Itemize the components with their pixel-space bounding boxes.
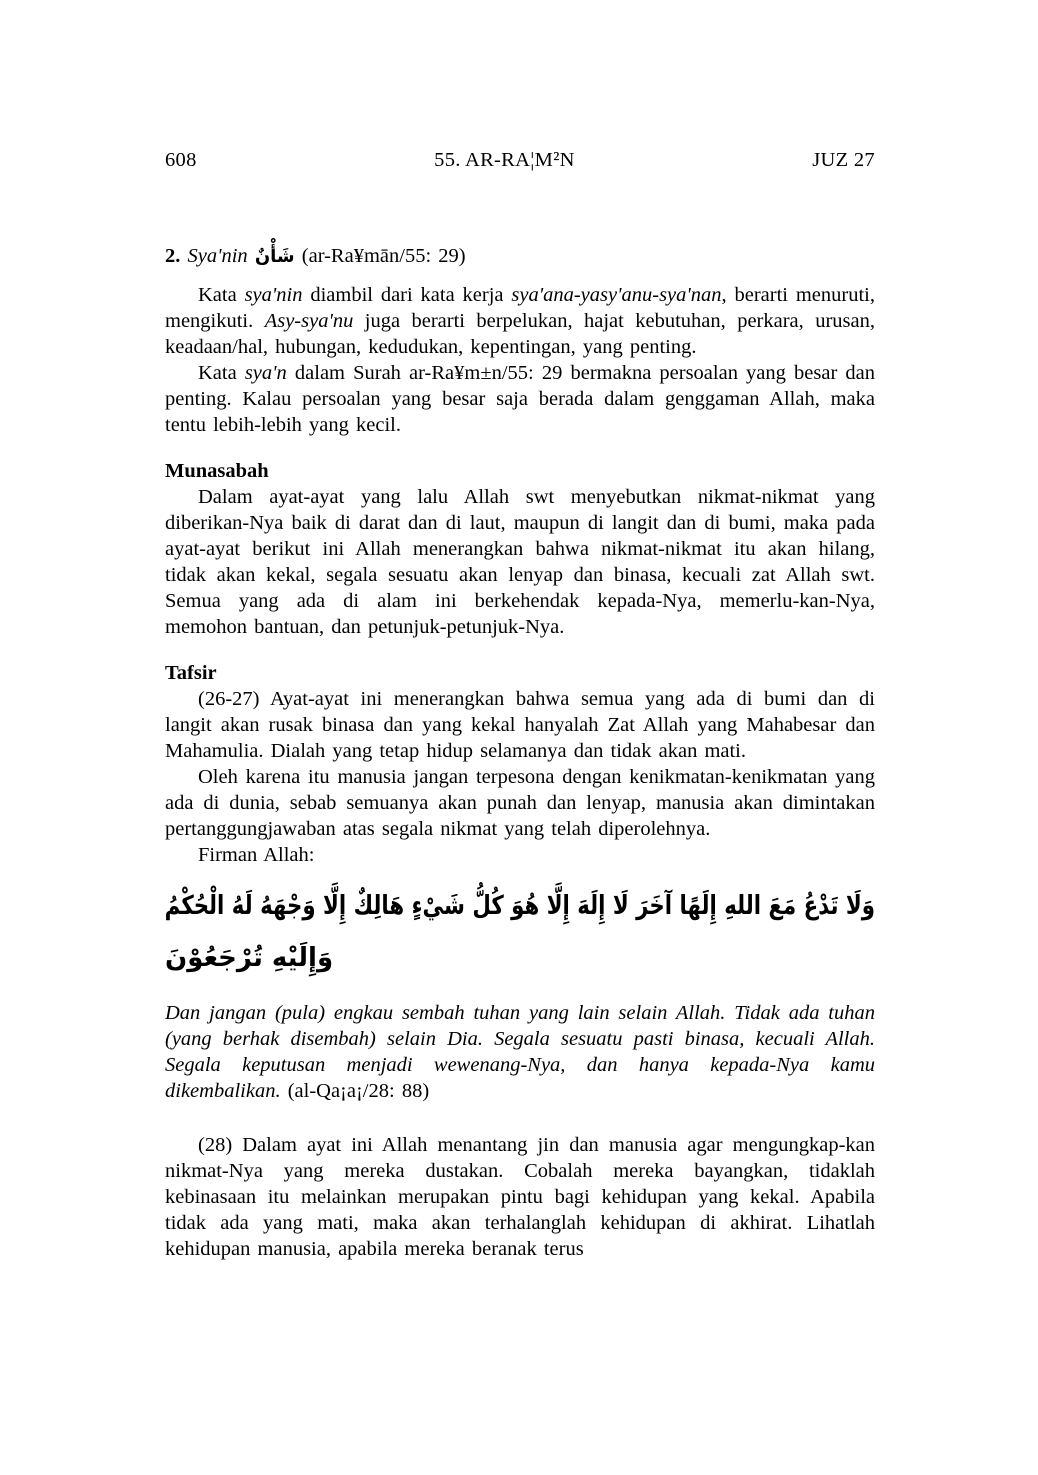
paragraph-kata-syanin [165, 282, 875, 360]
subheading-tafsir [165, 660, 875, 686]
page-header [165, 147, 875, 173]
arabic-verse-line: وَإِلَيْهِ تُرْجَعُوْنَ [165, 943, 334, 973]
text-segment: 2. [165, 245, 188, 267]
text-segment: juga berarti berpelukan, hajat kebutuhan, perkara, urusan, keadaan/hal, hubungan, kedudukan, kepentingan, yang penting. [165, 310, 875, 358]
paragraph-munasabah [165, 484, 875, 640]
text-segment: Tafsir [165, 662, 217, 684]
text-segment: Firman Allah: [198, 844, 315, 866]
text-segment: Asy-sya'nu [264, 310, 354, 332]
text-segment: (ar-Ra¥mān/55: 29) [294, 245, 466, 267]
text-segment: (28) Dalam ayat ini Allah menantang jin dan manusia agar mengungkap-kan nikmat-Nya yang mereka dustakan. Cobalah mereka bayangkan, tidaklah kebinasaan itu melainkan merupakan pintu bagi kehidupan yang kekal. Apabila tidak ada yang mati, maka akan terhalanglah kehidupan di akhirat. Lihatlah kehidupan manusia, apabila mereka beranak terus [165, 1134, 875, 1260]
page-number: 608 [165, 149, 197, 171]
text-segment: , berarti menuruti, mengikuti. [165, 284, 875, 332]
paragraph-tafsir-26-27 [165, 686, 875, 764]
text-segment: sya'n [244, 362, 287, 384]
paragraph-kata-syan [165, 360, 875, 438]
inline-arabic-word: شَأْنٌ [254, 246, 295, 267]
paragraph-oleh-karena [165, 764, 875, 842]
text-segment: Oleh karena itu manusia jangan terpesona dengan kenikmatan-kenikmatan yang ada di dunia, sebab semuanya akan punah dan lenyap, manusia akan dimintakan pertanggungjawaban atas segala nikmat yang telah diperolehnya. [165, 766, 875, 840]
text-segment: Kata [198, 362, 245, 384]
text-segment: sya'nin [244, 284, 303, 306]
arabic-verse [165, 880, 875, 984]
paragraph-tafsir-28 [165, 1132, 875, 1262]
verse-translation [165, 1000, 875, 1104]
text-segment: Dalam ayat-ayat yang lalu Allah swt menyebutkan nikmat-nikmat yang diberikan-Nya baik di darat dan di laut, maupun di langit dan di bumi, maka pada ayat-ayat berikut ini Allah menerangkan bahwa nikmat-nikmat itu akan hilang, tidak akan kekal, segala sesuatu akan lenyap dan binasa, kecuali zat Allah swt. Semua yang ada di alam ini berkehendak kepada-Nya, memerlu-kan-Nya, memohon bantuan, dan petunjuk-petunjuk-Nya. [165, 486, 875, 638]
text-segment: (al-Qa¡a¡/28: 88) [287, 1080, 430, 1102]
juz-label: JUZ 27 [812, 149, 875, 171]
text-segment: Munasabah [165, 460, 269, 482]
section-heading-syanin [165, 243, 875, 270]
text-segment: dalam Surah ar-Ra¥m±n/55: 29 bermakna persoalan yang besar dan penting. Kalau persoalan yang besar saja berada dalam genggaman Allah, maka tentu lebih-lebih yang kecil. [165, 362, 875, 436]
text-segment: diambil dari kata kerja [302, 284, 512, 306]
arabic-verse-line: وَلَا تَدْعُ مَعَ اللهِ إِلَهًا آخَرَ لَا إِلَهَ إِلَّا هُوَ كُلُّ شَيْءٍ هَالِكٌ إِلَّا وَجْهَهُ لَهُ الْحُكْمُ [164, 891, 875, 921]
text-segment: sya'ana-yasy'anu-sya'nan [511, 284, 722, 306]
text-segment: Dan jangan (pula) engkau sembah tuhan yang lain selain Allah. Tidak ada tuhan (yang berhak disembah) selain Dia. Segala sesuatu pasti binasa, kecuali Allah. Segala keputusan menjadi wewenang-Nya, dan hanya kepada-Nya kamu dikembalikan. [165, 1002, 875, 1102]
text-segment: Kata [198, 284, 245, 306]
text-segment: Sya'nin [187, 245, 255, 267]
surah-title: 55. AR-RA¦M²N [434, 149, 575, 171]
page-content [165, 243, 875, 1262]
subheading-munasabah [165, 458, 875, 484]
line-firman-allah [165, 842, 875, 868]
text-segment: (26-27) Ayat-ayat ini menerangkan bahwa semua yang ada di bumi dan di langit akan rusak binasa dan yang kekal hanyalah Zat Allah yang Mahabesar dan Mahamulia. Dialah yang tetap hidup selamanya dan tidak akan mati. [165, 688, 875, 762]
